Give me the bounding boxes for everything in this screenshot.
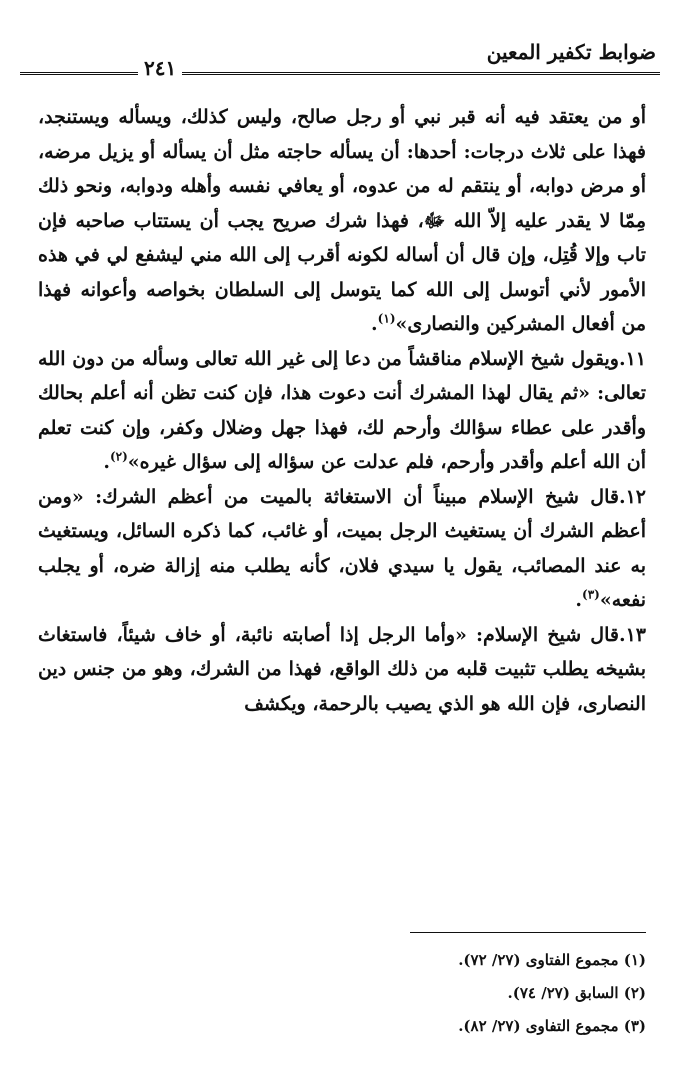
footnote-separator (410, 932, 646, 933)
footnote: (١) مجموع الفتاوى (٢٧/ ٧٢). (458, 951, 646, 969)
header-title: ضوابط تكفير المعين (486, 40, 656, 64)
footnote-ref: (٣) (582, 587, 600, 602)
paragraph-text: قال شيخ الإسلام مبيناً أن الاستغاثة بالميت من أعظم الشرك: «ومن أعظم الشرك أن يستغيث الرجل بميت، أو غائب، كما ذكره السائل، ويستغيث به عند المصائب، يقول يا سيدي فلان، كأنه يطلب منه إزالة ضره، أو يجلب نفعه» (38, 485, 646, 611)
paragraph-text: قال شيخ الإسلام: «وأما الرجل إذا أصابته نائبة، أو خاف شيئاً، فاستغاث بشيخه يطلب تثبيت قلبه من ذلك الواقع، فهذا من الشرك، وهو من جنس دين النصارى، فإن الله هو الذي يصيب بالرحمة، ويكشف (38, 623, 647, 715)
header-rule (20, 72, 660, 75)
item-number: ١٢. (618, 485, 646, 508)
paragraph-text: أو من يعتقد فيه أنه قبر نبي أو رجل صالح، وليس كذلك، ويسأله ويستنجد، فهذا على ثلاث درجات: أحدها: أن يسأله حاجته مثل أن يسأله أو يزيل مرضه، أو مرض دوابه، أو ينتقم له من عدوه، أو يعافي نفسه وأهله ودوابه، ونحو ذلك مِمّا لا يقدر عليه إلاّ الله ﷻ، فهذا شرك صريح يجب أن يستتاب صاحبه فإن تاب وإلا قُتِل، وإن قال أن أساله لكونه أقرب إلى الله مني ليشفع لي في هذه الأمور لأني أتوسل إلى الله كما يتوسل إلى السلطان بخواصه وأعوانه فهذا من أفعال المشركين والنصارى» (38, 106, 646, 335)
footnotes (246, 944, 646, 1043)
paragraph (38, 100, 646, 342)
paragraph-text: ويقول شيخ الإسلام مناقشاً من دعا إلى غير الله تعالى وسأله من دون الله تعالى: «ثم يقال لهذا المشرك أنت دعوت هذا، فإن كنت تظن أنه أعلم بحالك وأقدر على عطاء سؤالك وأرحم لك، فهذا جهل وضلال وكفر، وإن كنت تعلم أن الله أعلم وأقدر وأرحم، فلم عدلت عن سؤاله إلى سؤال غيره» (38, 347, 646, 473)
paragraph-tail: . (575, 589, 583, 611)
item-number: ١٣. (618, 623, 646, 646)
numbered-item (38, 480, 646, 618)
footnote-ref: (٢) (109, 449, 128, 464)
numbered-item (38, 342, 646, 480)
page-number: ٢٤١ (138, 56, 182, 80)
footnote-ref: (١) (377, 311, 396, 326)
numbered-item (38, 618, 646, 722)
paragraph-tail: . (103, 451, 110, 473)
main-text (38, 100, 646, 721)
running-header (20, 38, 660, 82)
item-number: ١١. (618, 347, 646, 370)
footnote: (٣) مجموع التفاوى (٢٧/ ٨٢). (458, 1017, 646, 1035)
paragraph-tail: . (371, 313, 378, 335)
footnote: (٢) السابق (٢٧/ ٧٤). (507, 984, 646, 1002)
